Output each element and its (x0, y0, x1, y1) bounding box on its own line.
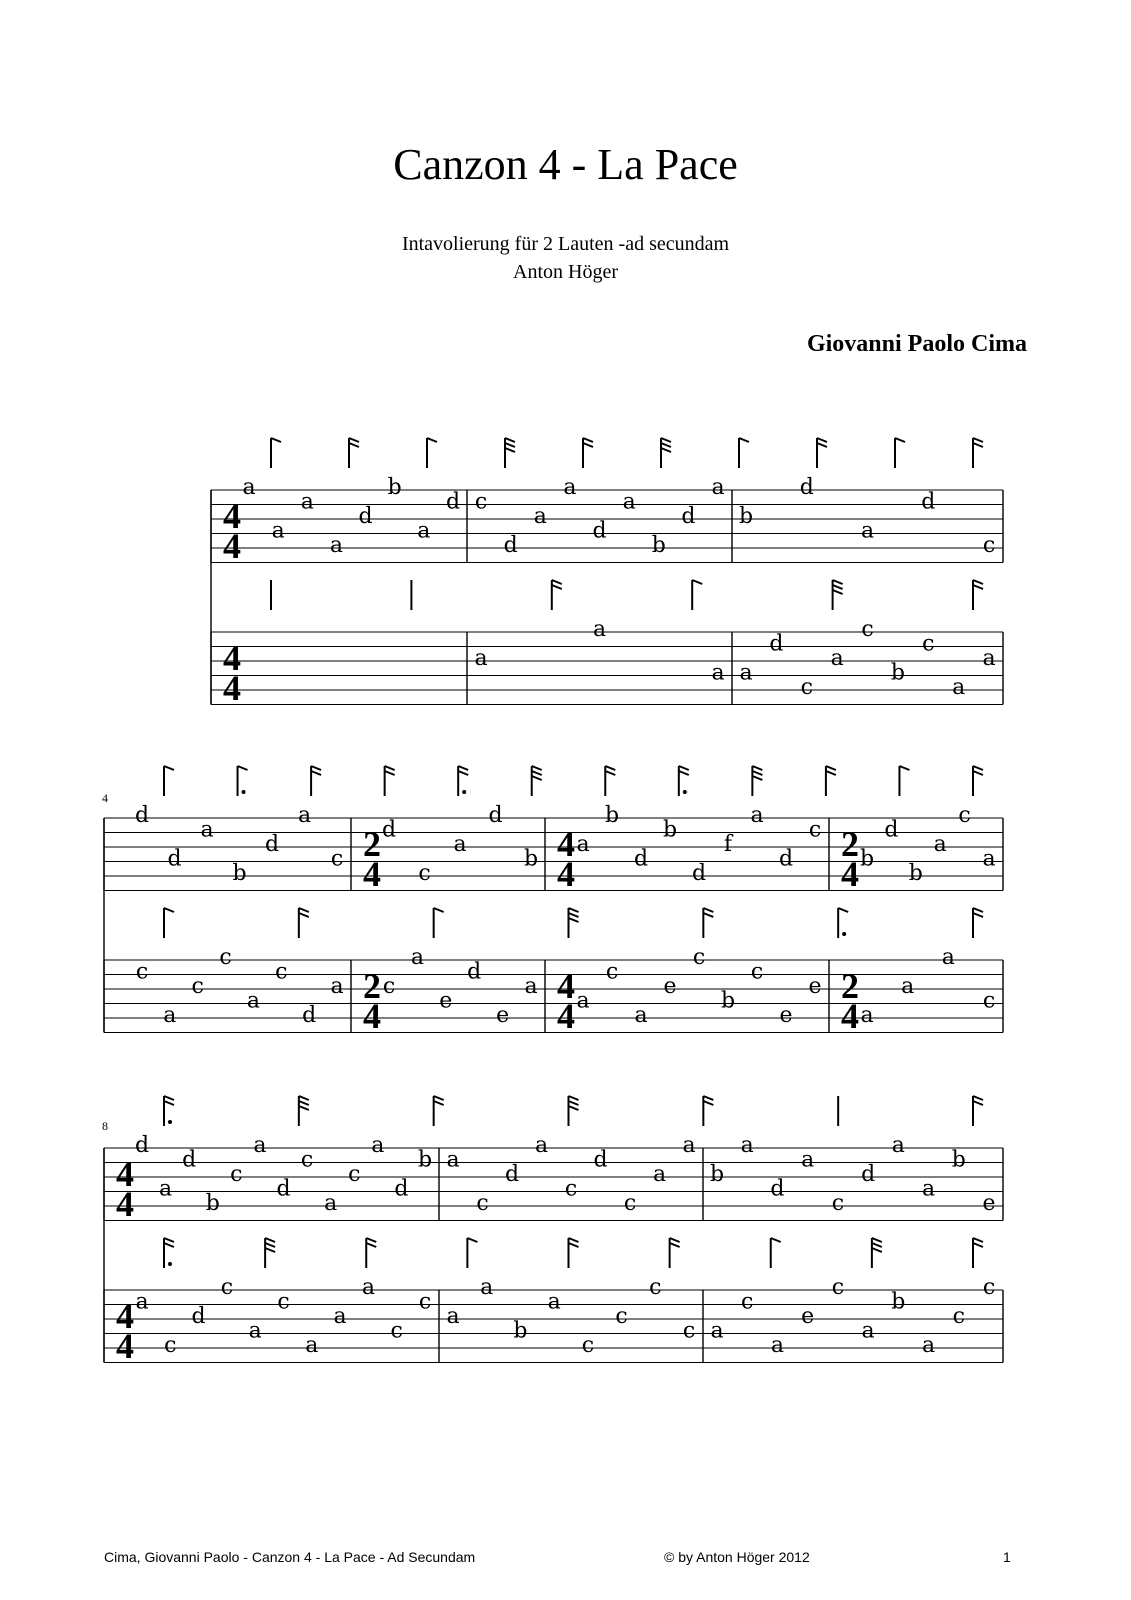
footer-left: Cima, Giovanni Paolo - Canzon 4 - La Pace - Ad Secundam (104, 1549, 476, 1565)
rhythm-flag-tail (895, 438, 905, 442)
rhythm-flag-tail (817, 443, 827, 447)
rhythm-dot (168, 1262, 172, 1266)
rhythm-dot (842, 932, 846, 936)
tab-letter: b (513, 1318, 528, 1344)
tab-letter: d (504, 1162, 520, 1187)
tab-letter: d (191, 1304, 206, 1329)
tab-letter: b (651, 533, 666, 558)
tab-letter: a (682, 1133, 696, 1158)
tab-letter: b (232, 861, 247, 886)
rhythm-flag-tail (434, 1101, 444, 1105)
tab-letter: a (371, 1133, 385, 1158)
rhythm-flag-tail (238, 766, 248, 770)
rhythm-flag-tail (973, 771, 983, 775)
rhythm-flag-tail (583, 438, 593, 442)
tab-letter: a (410, 945, 424, 970)
tab-letter: a (333, 1304, 347, 1329)
tab-letter: b (205, 1191, 220, 1216)
tab-letter: c (615, 1304, 628, 1329)
tab-letter: b (859, 846, 875, 872)
tab-letter: a (739, 660, 753, 686)
rhythm-flag-tail (670, 1243, 680, 1247)
time-signature-denominator: 4 (223, 668, 241, 708)
time-signature-numerator: 2 (841, 824, 859, 864)
rhythm-flag-tail (661, 438, 671, 442)
time-signature-denominator: 4 (363, 854, 381, 894)
tab-letter: a (770, 1333, 785, 1358)
tab-letter: d (467, 959, 482, 985)
tab-letter: a (248, 1318, 262, 1344)
tab-letter: c (191, 974, 204, 999)
tab-letter: d (921, 489, 936, 515)
time-signature-numerator: 4 (557, 824, 575, 864)
arranger: Anton Höger (513, 261, 618, 283)
tab-letter: a (592, 617, 607, 642)
rhythm-flag-tail (505, 448, 515, 452)
rhythm-flag-tail (973, 585, 983, 589)
rhythm-flag-tail (311, 771, 321, 775)
tab-letter: d (799, 475, 814, 500)
tab-letter: c (808, 817, 822, 843)
tab-letter: c (476, 1191, 489, 1216)
tab-letter: a (750, 803, 764, 828)
rhythm-flag-tail (973, 1096, 983, 1100)
rhythm-flag-tail (670, 1238, 680, 1242)
tab-letter: a (941, 945, 955, 970)
rhythm-flag-tail (366, 1238, 376, 1242)
time-signature-denominator: 4 (116, 1184, 134, 1224)
rhythm-flag-tail (703, 1101, 713, 1105)
rhythm-flag-tail (164, 1101, 174, 1105)
tab-letter: c (623, 1191, 637, 1216)
tab-letter: a (801, 1147, 815, 1173)
rhythm-flag-tail (838, 908, 848, 912)
tab-letter: d (302, 1003, 317, 1028)
rhythm-dot (462, 790, 466, 794)
time-signature-numerator: 4 (223, 496, 241, 536)
rhythm-flag-tail (349, 438, 359, 442)
tab-letter: a (200, 817, 214, 843)
rhythm-flag-tail (458, 766, 468, 770)
tab-letter: d (769, 631, 784, 657)
tab-letter: c (692, 945, 706, 970)
time-signature-denominator: 4 (223, 526, 241, 566)
tab-letter: b (604, 803, 620, 828)
tab-letter: d (358, 504, 373, 529)
tab-letter: a (952, 675, 966, 700)
rhythm-flag-tail (569, 918, 579, 922)
time-signature-denominator: 4 (841, 996, 859, 1036)
tab-letter: c (277, 1289, 290, 1315)
tab-letter: a (861, 1318, 875, 1344)
page-title: Canzon 4 - La Pace (393, 140, 738, 189)
tab-letter: b (908, 861, 923, 886)
rhythm-flag-tail (826, 766, 836, 770)
tab-letter: d (770, 1176, 785, 1202)
tab-letter: a (329, 533, 343, 558)
rhythm-flag-tail (605, 766, 615, 770)
tab-letter: c (958, 803, 971, 828)
tab-letter: d (633, 846, 649, 872)
tab-letter: c (474, 489, 488, 515)
rhythm-flag-tail (265, 1238, 275, 1242)
tab-letter: a (324, 1191, 338, 1216)
rhythm-flag-tail (752, 776, 762, 780)
tab-letter: f (723, 832, 733, 857)
tab-letter: c (230, 1162, 243, 1187)
rhythm-flag-tail (703, 913, 713, 917)
tab-letter: d (861, 1162, 876, 1187)
composer: Giovanni Paolo Cima (806, 331, 1027, 357)
rhythm-flag-tail (833, 590, 843, 594)
tab-letter: a (159, 1176, 173, 1202)
tab-letter: e (808, 974, 822, 999)
rhythm-flag-tail (569, 1101, 579, 1105)
subtitle: Intavolierung für 2 Lauten -ad secundam (401, 233, 730, 255)
rhythm-flag-tail (569, 1106, 579, 1110)
rhythm-flag-tail (833, 580, 843, 584)
rhythm-flag-tail (265, 1243, 275, 1247)
rhythm-flag-tail (299, 1106, 309, 1110)
rhythm-flag-tail (872, 1243, 882, 1247)
rhythm-flag-tail (427, 438, 437, 442)
rhythm-flag-tail (385, 766, 395, 770)
tab-letter: a (982, 646, 996, 671)
rhythm-flag-tail (434, 1096, 444, 1100)
tab-letter: c (831, 1275, 845, 1300)
tab-letter: d (503, 533, 518, 558)
tab-letter: a (576, 832, 590, 857)
tab-letter: b (891, 1289, 906, 1315)
tab-letter: c (649, 1275, 662, 1300)
rhythm-flag-tail (973, 438, 983, 442)
tab-letter: d (592, 518, 607, 544)
rhythm-flag-tail (532, 771, 542, 775)
tab-letter: a (163, 1003, 177, 1028)
tab-letter: a (297, 803, 312, 828)
rhythm-flag-tail (973, 908, 983, 912)
tab-letter: d (134, 1133, 150, 1158)
tab-letter: a (300, 489, 314, 515)
tab-letter: a (860, 518, 875, 544)
tab-letter: a (740, 1133, 754, 1158)
rhythm-flag-tail (973, 913, 983, 917)
tab-letter: a (622, 489, 636, 515)
tab-letter: e (439, 988, 453, 1014)
rhythm-flag-tail (299, 1096, 309, 1100)
tab-letter: b (709, 1162, 725, 1187)
tab-letter: a (271, 518, 285, 544)
tab-letter: a (305, 1333, 319, 1358)
time-signature-denominator: 4 (557, 996, 575, 1036)
tab-letter: a (480, 1275, 494, 1300)
tab-letter: a (474, 646, 488, 671)
rhythm-flag-tail (505, 443, 515, 447)
tab-letter: c (348, 1162, 361, 1187)
tab-letter: e (496, 1003, 510, 1028)
tab-letter: a (921, 1176, 936, 1202)
tab-letter: c (418, 1289, 432, 1315)
tab-letter: c (831, 1191, 845, 1216)
tab-letter: a (547, 1289, 561, 1315)
tab-letter: a (576, 988, 590, 1014)
tab-letter: d (264, 832, 280, 857)
tab-letter: d (134, 803, 150, 828)
rhythm-flag-tail (679, 771, 689, 775)
rhythm-flag-tail (973, 1101, 983, 1105)
rhythm-flag-tail (973, 580, 983, 584)
rhythm-flag-tail (164, 908, 174, 912)
tab-letter: c (861, 617, 874, 642)
tab-letter: a (933, 832, 947, 857)
tab-letter: d (593, 1147, 608, 1173)
tab-letter: c (982, 988, 996, 1014)
rhythm-flag-tail (872, 1238, 882, 1242)
tab-letter: c (220, 1275, 234, 1300)
rhythm-flag-tail (703, 908, 713, 912)
tab-letter: c (390, 1318, 403, 1344)
tab-letter: d (182, 1147, 197, 1173)
rhythm-flag-tail (771, 1238, 781, 1242)
rhythm-flag-tail (833, 585, 843, 589)
tab-letter: a (534, 1133, 549, 1158)
rhythm-flag-tail (973, 443, 983, 447)
tab-letter: c (982, 533, 996, 558)
time-signature-numerator: 4 (116, 1154, 134, 1194)
tab-letter: d (381, 817, 397, 843)
tab-letter: b (738, 504, 754, 529)
rhythm-dot (242, 790, 246, 794)
rhythm-flag-tail (532, 766, 542, 770)
rhythm-flag-tail (299, 1101, 309, 1105)
time-signature-denominator: 4 (363, 996, 381, 1036)
rhythm-flag-tail (467, 1238, 477, 1242)
time-signature-numerator: 4 (223, 638, 241, 678)
rhythm-flag-tail (434, 908, 444, 912)
rhythm-flag-tail (703, 1096, 713, 1100)
time-signature-denominator: 4 (116, 1326, 134, 1366)
tab-letter: c (952, 1304, 965, 1329)
rhythm-flag-tail (458, 771, 468, 775)
tab-letter: c (682, 1318, 696, 1344)
tab-letter: a (921, 1333, 936, 1358)
tab-letter: b (662, 817, 678, 843)
tab-letter: a (982, 846, 996, 872)
tab-letter: c (564, 1176, 578, 1202)
tab-letter: a (711, 475, 725, 500)
rhythm-flag-tail (661, 443, 671, 447)
tab-letter: c (330, 846, 344, 872)
tab-letter: c (741, 1289, 754, 1315)
rhythm-flag-tail (899, 766, 909, 770)
tab-letter: a (253, 1133, 267, 1158)
tab-letter: e (801, 1304, 815, 1329)
tab-letter: a (891, 1133, 905, 1158)
time-signature-numerator: 4 (557, 966, 575, 1006)
time-signature-numerator: 2 (363, 966, 381, 1006)
tab-letter: d (778, 846, 794, 872)
footer-copyright: © by Anton Höger 2012 (664, 1549, 810, 1565)
tab-letter: c (605, 959, 619, 985)
rhythm-flag-tail (872, 1248, 882, 1252)
tab-letter: c (300, 1147, 314, 1173)
rhythm-dot (683, 790, 687, 794)
tab-letter: b (387, 475, 402, 500)
tab-letter: a (361, 1275, 375, 1300)
tab-letter: d (691, 861, 707, 886)
rhythm-flag-tail (583, 443, 593, 447)
rhythm-flag-tail (164, 1243, 174, 1247)
rhythm-flag-tail (164, 1096, 174, 1100)
tab-letter: e (663, 974, 677, 999)
tab-letter: c (982, 1275, 996, 1300)
rhythm-flag-tail (752, 766, 762, 770)
tab-letter: c (275, 959, 288, 985)
rhythm-flag-tail (366, 1243, 376, 1247)
time-signature-denominator: 4 (841, 854, 859, 894)
tab-letter: a (711, 660, 725, 686)
tab-letter: c (581, 1333, 595, 1358)
tab-letter: a (524, 974, 538, 999)
rhythm-flag-tail (505, 438, 515, 442)
tab-letter: a (860, 1003, 874, 1028)
rhythm-flag-tail (973, 1243, 983, 1247)
time-signature-numerator: 2 (841, 966, 859, 1006)
tab-letter: c (418, 861, 431, 886)
rhythm-flag-tail (826, 771, 836, 775)
tab-letter: a (634, 1003, 648, 1028)
tab-letter: a (330, 974, 344, 999)
rhythm-flag-tail (569, 913, 579, 917)
tab-letter: d (394, 1176, 409, 1202)
tab-letter: a (563, 475, 577, 500)
rhythm-flag-tail (299, 913, 309, 917)
rhythm-flag-tail (349, 443, 359, 447)
tab-letter: b (720, 988, 736, 1014)
tab-letter: d (167, 846, 182, 872)
rhythm-flag-tail (569, 908, 579, 912)
rhythm-flag-tail (164, 1238, 174, 1242)
rhythm-flag-tail (265, 1248, 275, 1252)
tab-letter: d (445, 489, 461, 515)
rhythm-flag-tail (311, 766, 321, 770)
tab-letter: a (830, 646, 844, 671)
tab-letter: a (446, 1147, 460, 1173)
tab-letter: b (951, 1147, 966, 1173)
rhythm-flag-tail (679, 766, 689, 770)
tab-letter: e (779, 1003, 793, 1028)
system-number: 8 (102, 1119, 108, 1133)
tab-letter: a (710, 1318, 724, 1344)
rhythm-flag-tail (271, 438, 281, 442)
rhythm-flag-tail (569, 1238, 579, 1242)
rhythm-flag-tail (973, 1238, 983, 1242)
rhythm-flag-tail (569, 1096, 579, 1100)
time-signature-numerator: 4 (116, 1296, 134, 1336)
rhythm-flag-tail (385, 771, 395, 775)
tab-letter: e (982, 1191, 996, 1216)
rhythm-flag-tail (817, 438, 827, 442)
tab-letter: c (750, 959, 764, 985)
tab-letter: a (246, 988, 260, 1014)
rhythm-flag-tail (164, 766, 174, 770)
tab-letter: d (276, 1176, 291, 1202)
rhythm-flag-tail (299, 908, 309, 912)
rhythm-flag-tail (552, 580, 562, 584)
tab-letter: a (533, 504, 547, 529)
rhythm-flag-tail (973, 766, 983, 770)
tab-letter: b (417, 1147, 433, 1173)
tab-letter: d (488, 803, 503, 828)
tab-letter: c (164, 1333, 177, 1358)
tab-letter: a (417, 518, 431, 544)
tab-letter: a (135, 1289, 149, 1315)
rhythm-flag-tail (739, 438, 749, 442)
tab-letter: c (800, 675, 813, 700)
rhythm-flag-tail (605, 771, 615, 775)
tab-letter: c (219, 945, 232, 970)
rhythm-flag-tail (532, 776, 542, 780)
page-number: 1 (1003, 1549, 1011, 1565)
rhythm-dot (168, 1120, 172, 1124)
rhythm-flag-tail (661, 448, 671, 452)
time-signature-denominator: 4 (557, 854, 575, 894)
rhythm-flag-tail (752, 771, 762, 775)
rhythm-flag-tail (692, 580, 702, 584)
tab-letter: c (922, 631, 935, 657)
tab-letter: c (382, 974, 396, 999)
tab-letter: d (884, 817, 899, 843)
tab-letter: b (890, 660, 905, 686)
tab-letter: d (681, 504, 696, 529)
tab-letter: a (901, 974, 915, 999)
rhythm-flag-tail (552, 585, 562, 589)
tab-letter: a (652, 1162, 667, 1187)
rhythm-flag-tail (569, 1243, 579, 1247)
tab-letter: a (242, 475, 256, 500)
system-number: 4 (102, 791, 108, 805)
tab-letter: b (523, 846, 539, 872)
tab-letter: c (135, 959, 149, 985)
tab-letter: a (453, 832, 467, 857)
tab-letter: a (446, 1304, 460, 1329)
time-signature-numerator: 2 (363, 824, 381, 864)
